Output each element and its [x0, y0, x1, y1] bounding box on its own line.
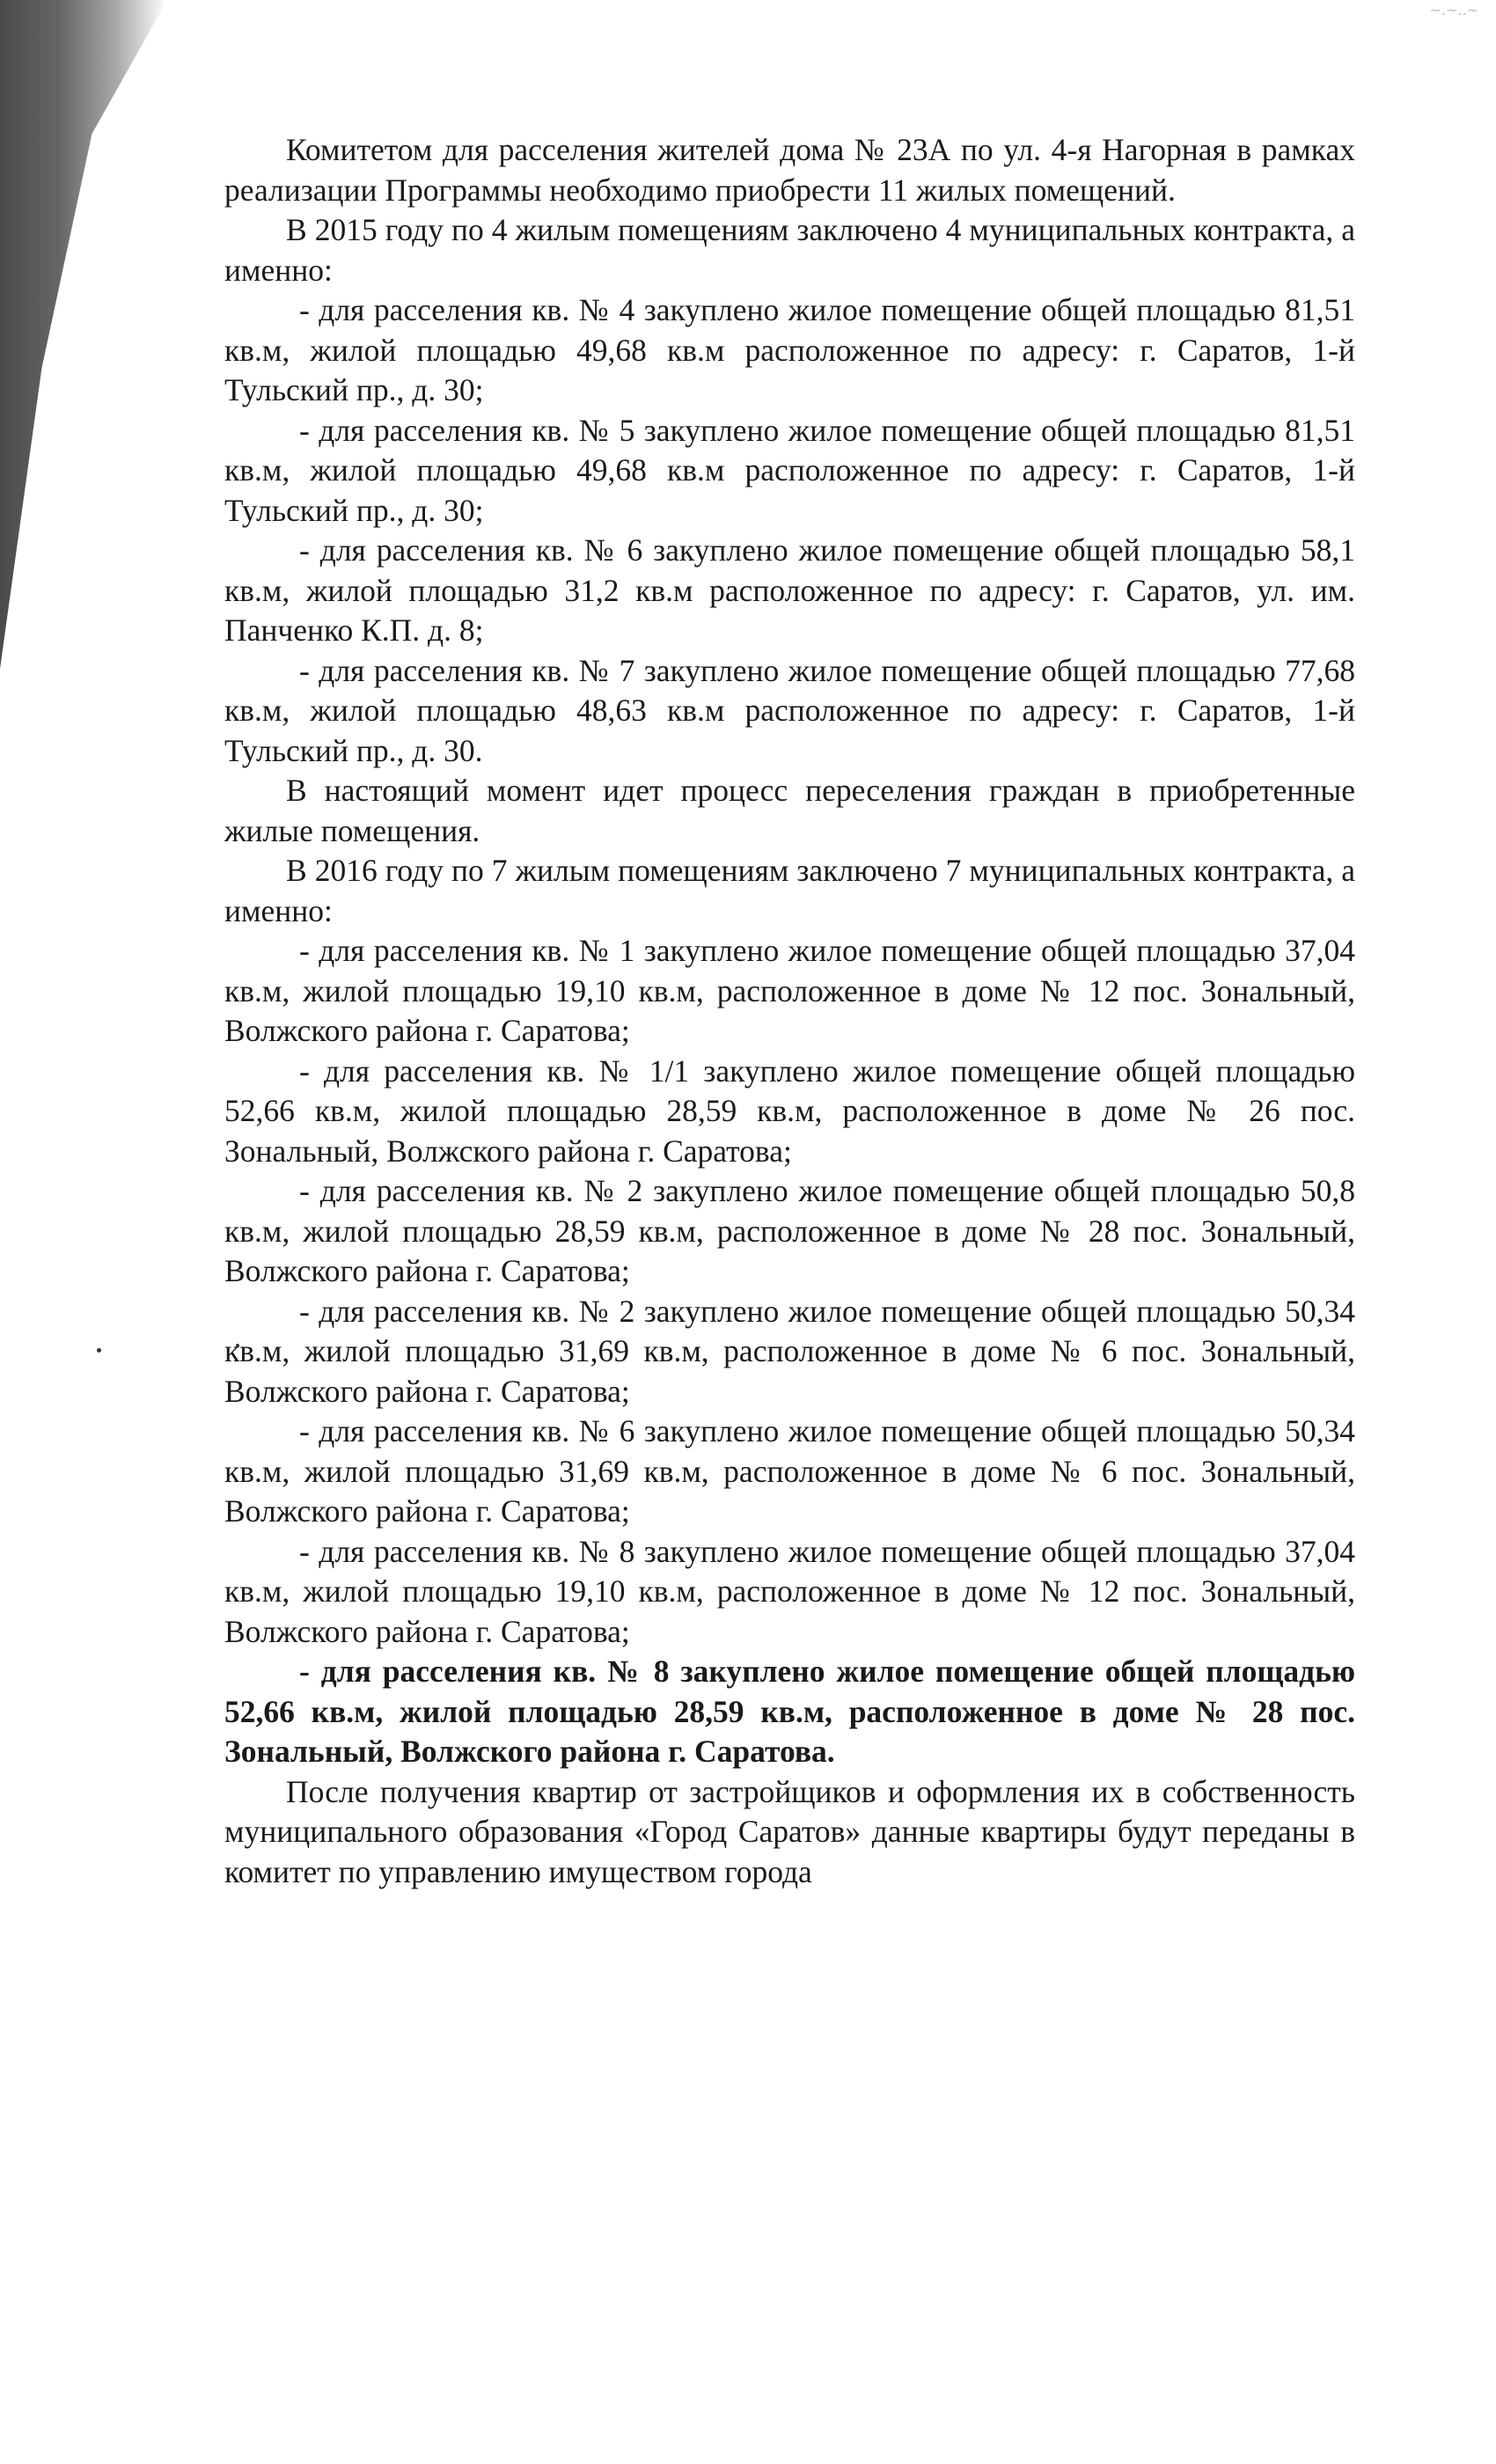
scan-speck: [97, 1348, 101, 1353]
list-item: - для расселения кв. № 7 закуплено жилое помещение общей площадью 77,68 кв.м, жилой площадью 48,63 кв.м расположенное по адресу: г. Саратов, 1-й Тульский пр., д. 30.: [224, 652, 1355, 768]
list-item: - для расселения кв. № 4 закуплено жилое помещение общей площадью 81,51 кв.м, жилой площадью 49,68 кв.м расположенное по адресу: г. Саратов, 1-й Тульский пр., д. 30;: [224, 292, 1355, 407]
list-item: - для расселения кв. № 6 закуплено жилое помещение общей площадью 50,34 кв.м, жилой площадью 31,69 кв.м, расположенное в доме № 6 пос. Зональный, Волжского района г. Саратова;: [224, 1413, 1355, 1529]
paragraph-2016-contracts: В 2016 году по 7 жилым помещениям заключено 7 муниципальных контракта, а именно:: [224, 853, 1355, 928]
list-item: - для расселения кв. № 2 закуплено жилое помещение общей площадью 50,8 кв.м, жилой площадью 28,59 кв.м, расположенное в доме № 28 пос. Зональный, Волжского района г. Саратова;: [224, 1173, 1355, 1288]
list-item: - для расселения кв. № 8 закуплено жилое помещение общей площадью 37,04 кв.м, жилой площадью 19,10 кв.м, расположенное в доме № 12 пос. Зональный, Волжского района г. Саратова;: [224, 1533, 1355, 1649]
scan-edge-shadow: [0, 0, 167, 669]
paragraph-resettlement-status: В настоящий момент идет процесс переселения граждан в приобретенные жилые помещения.: [224, 773, 1355, 848]
list-item: - для расселения кв. № 1/1 закуплено жилое помещение общей площадью 52,66 кв.м, жилой площадью 28,59 кв.м, расположенное в доме № 26 пос. Зональный, Волжского района г. Саратова;: [224, 1052, 1355, 1169]
paragraph-closing: После получения квартир от застройщиков и оформления их в собственность муниципального образования «Город Саратов» данные квартиры будут переданы в комитет по управлению имуществом города: [224, 1773, 1355, 1889]
list-item: - для расселения кв. № 1 закуплено жилое помещение общей площадью 37,04 кв.м, жилой площадью 19,10 кв.м, расположенное в доме № 12 пос. Зональный, Волжского района г. Саратова;: [224, 933, 1355, 1048]
list-item: - для расселения кв. № 6 закуплено жилое помещение общей площадью 58,1 кв.м, жилой площадью 31,2 кв.м расположенное по адресу: г. Саратов, ул. им. Панченко К.П. д. 8;: [224, 532, 1355, 648]
paragraph-intro: Комитетом для расселения жителей дома № 23А по ул. 4-я Нагорная в рамках реализации Программы необходимо приобрести 11 жилых помещений.: [224, 132, 1355, 208]
list-item: - для расселения кв. № 5 закуплено жилое помещение общей площадью 81,51 кв.м, жилой площадью 49,68 кв.м расположенное по адресу: г. Саратов, 1-й Тульский пр., д. 30;: [224, 412, 1355, 528]
list-item: - для расселения кв. № 8 закуплено жилое помещение общей площадью 52,66 кв.м, жилой площадью 28,59 кв.м, расположенное в доме № 28 пос. Зональный, Волжского района г. Саратова.: [224, 1654, 1355, 1769]
list-item: - для расселения кв. № 2 закуплено жилое помещение общей площадью 50,34 кв.м, жилой площадью 31,69 кв.м, расположенное в доме № 6 пос. Зональный, Волжского района г. Саратова;: [224, 1293, 1355, 1409]
document-body: [224, 130, 1355, 1892]
scan-corner-mark: ~.~..~: [1429, 2, 1478, 18]
paragraph-2015-contracts: В 2015 году по 4 жилым помещениям заключено 4 муниципальных контракта, а именно:: [224, 212, 1355, 288]
